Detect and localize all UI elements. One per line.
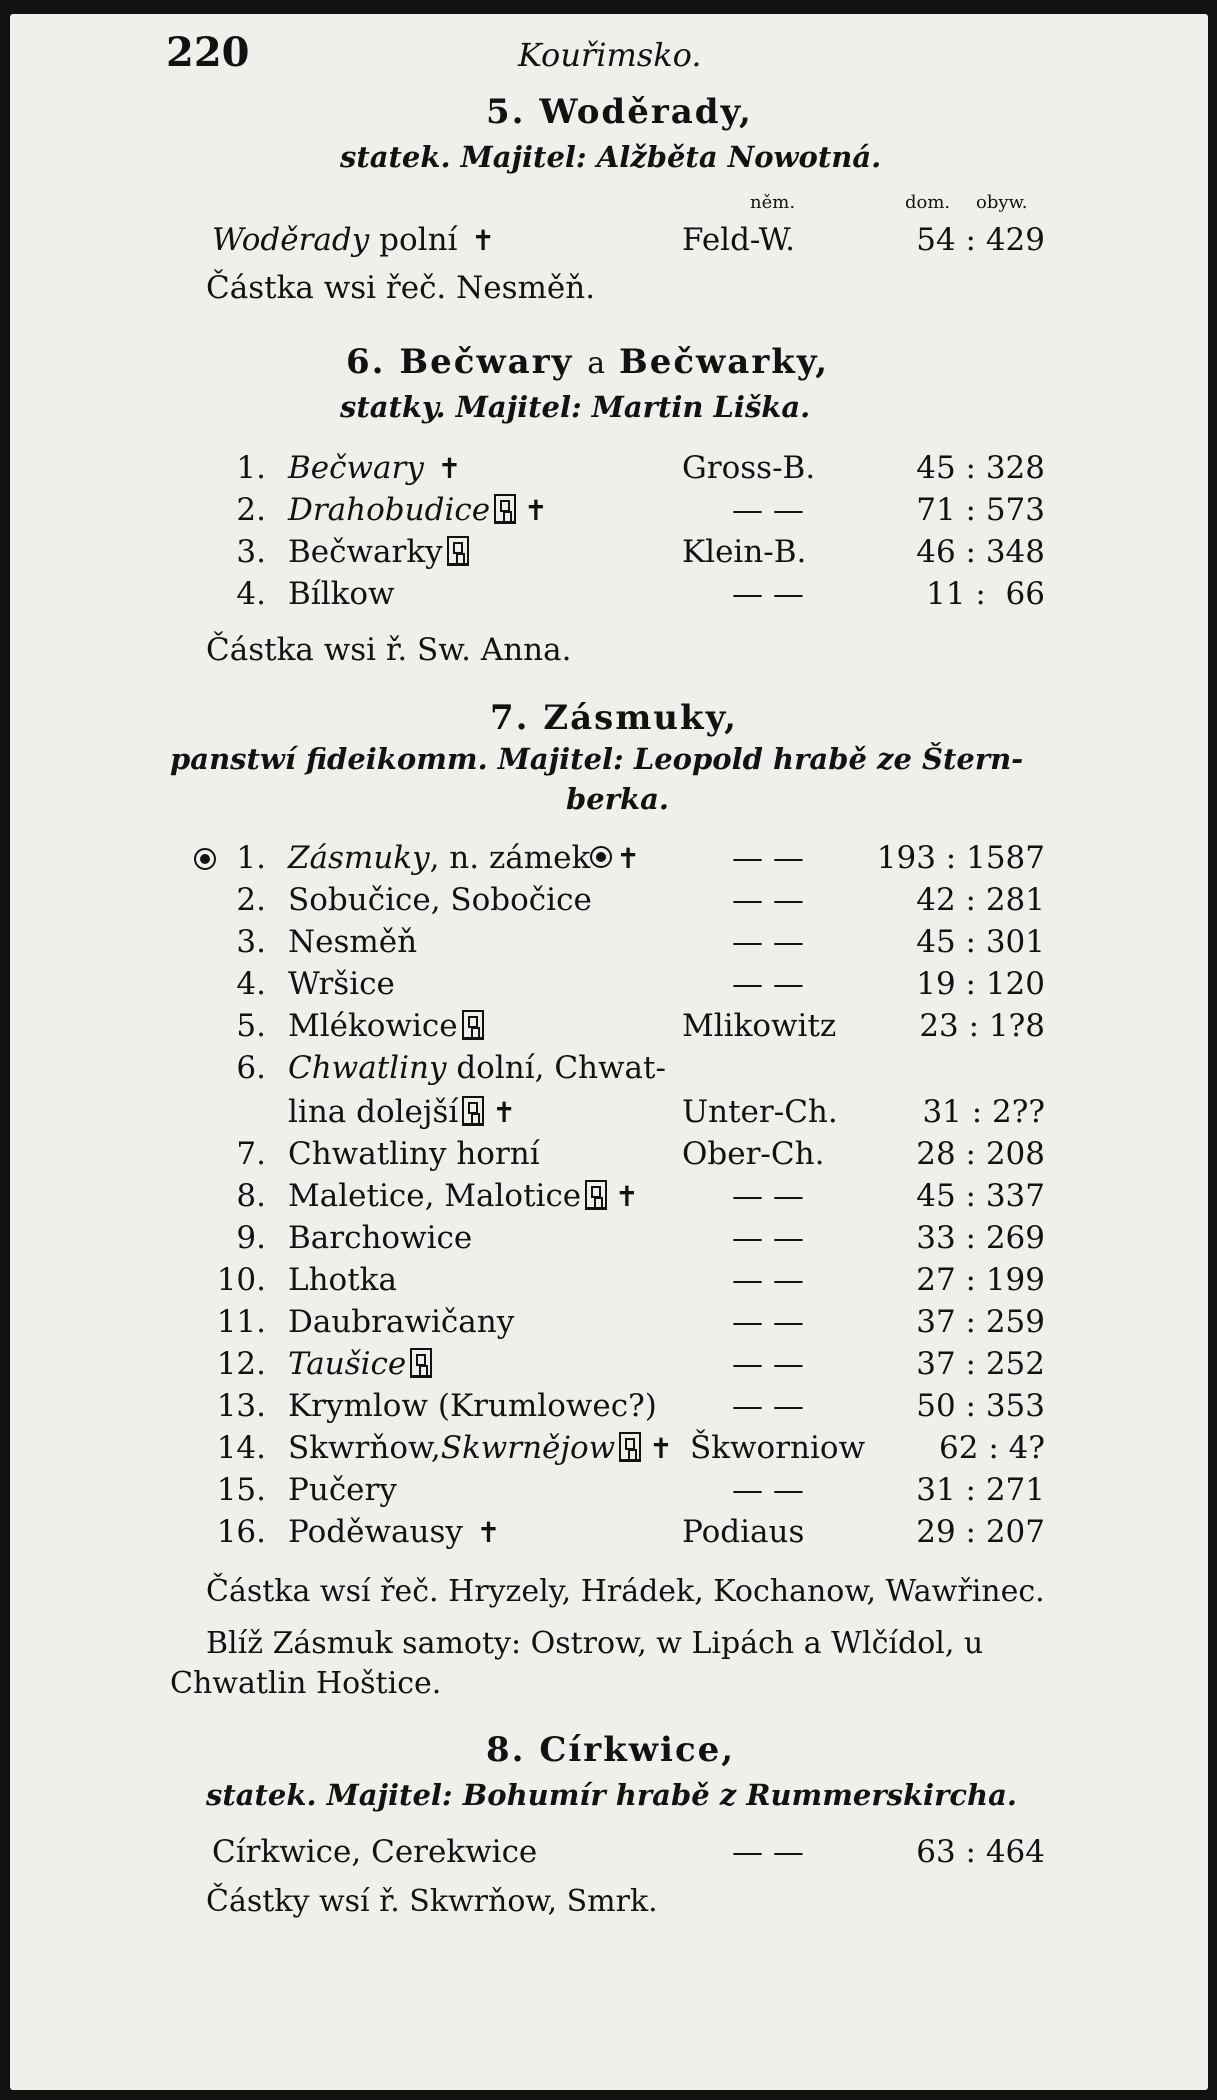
german-name: — — bbox=[732, 1472, 804, 1508]
german-name: Feld-W. bbox=[682, 222, 795, 258]
cross-icon: ✝ bbox=[476, 1516, 501, 1549]
list-item: Daubrawičany bbox=[288, 1304, 515, 1340]
list-item-continuation: lina dolejší ✝ bbox=[288, 1094, 516, 1130]
section-note: Částka wsi řeč. Nesměň. bbox=[206, 270, 596, 306]
residence-icon bbox=[590, 846, 612, 868]
population: 29 : 207 bbox=[916, 1514, 1045, 1550]
population: 37 : 252 bbox=[916, 1346, 1045, 1382]
population: 63 : 464 bbox=[916, 1834, 1045, 1870]
list-item: Skwrňow,Skwrnějow ✝ bbox=[288, 1430, 673, 1466]
population: 46 : 348 bbox=[916, 534, 1045, 570]
entry-number: 10. bbox=[216, 1262, 266, 1298]
german-name: — — bbox=[732, 1304, 804, 1340]
list-item: Taušice bbox=[288, 1346, 436, 1382]
section-heading: 8. Církwice, bbox=[486, 1730, 736, 1770]
list-item: Zásmuky, n. zámek ✝ bbox=[288, 840, 640, 876]
german-name: — — bbox=[732, 1220, 804, 1256]
castle-icon bbox=[410, 1348, 432, 1378]
german-name: — — bbox=[732, 1262, 804, 1298]
cross-icon: ✝ bbox=[524, 494, 548, 527]
list-item: Chwatliny horní bbox=[288, 1136, 540, 1172]
german-name: — — bbox=[732, 1388, 804, 1424]
castle-icon bbox=[447, 536, 469, 566]
german-name: Podiaus bbox=[682, 1514, 805, 1550]
page-number: 220 bbox=[166, 29, 250, 76]
running-title: Kouřimsko. bbox=[518, 36, 702, 74]
list-item: Bečwarky bbox=[288, 534, 473, 570]
castle-icon bbox=[494, 494, 516, 524]
list-item bbox=[212, 222, 495, 258]
entry-number: 11. bbox=[216, 1304, 266, 1340]
section-note: Částky wsí ř. Skwrňow, Smrk. bbox=[206, 1884, 658, 1919]
castle-icon bbox=[462, 1010, 484, 1040]
section-subtitle: panstwí fideikomm. Majitel: Leopold hrabě ze Štern- bbox=[170, 742, 1024, 776]
entry-number: 2. bbox=[236, 882, 266, 918]
section-note: Chwatlin Hoštice. bbox=[170, 1666, 442, 1701]
list-item: Bečwary ✝ bbox=[288, 450, 462, 486]
entry-number: 4. bbox=[236, 576, 266, 612]
section-subtitle-cont: berka. bbox=[566, 782, 669, 816]
german-name: Unter-Ch. bbox=[682, 1094, 838, 1130]
entry-number: 3. bbox=[236, 924, 266, 960]
german-name: — — bbox=[732, 966, 804, 1002]
section-subtitle: statek. Majitel: Bohumír hrabě z Rummerskircha. bbox=[206, 1778, 1017, 1812]
cross-icon: ✝ bbox=[649, 1432, 673, 1465]
castle-icon bbox=[619, 1432, 641, 1462]
german-name: — — bbox=[732, 1834, 804, 1870]
list-item: Krymlow (Krumlowec?) bbox=[288, 1388, 657, 1424]
entry-number: 5. bbox=[236, 1008, 266, 1044]
list-item: Lhotka bbox=[288, 1262, 397, 1298]
german-name: — — bbox=[732, 882, 804, 918]
german-name: — — bbox=[732, 492, 804, 528]
list-item: Církwice, Cerekwice bbox=[212, 1834, 538, 1870]
population: 37 : 259 bbox=[916, 1304, 1045, 1340]
list-item: Wršice bbox=[288, 966, 395, 1002]
list-item: Chwatliny dolní, Chwat- bbox=[288, 1050, 666, 1086]
section-heading: 5. Woděrady, bbox=[486, 92, 753, 132]
list-item: Maletice, Malotice ✝ bbox=[288, 1178, 639, 1214]
population: 28 : 208 bbox=[916, 1136, 1045, 1172]
german-name: Gross-B. bbox=[682, 450, 816, 486]
list-item: Bílkow bbox=[288, 576, 395, 612]
population: 50 : 353 bbox=[916, 1388, 1045, 1424]
population: 193 : 1587 bbox=[876, 840, 1045, 876]
population: 11 : 66 bbox=[926, 576, 1045, 612]
population: 71 : 573 bbox=[916, 492, 1045, 528]
entry-number: 4. bbox=[236, 966, 266, 1002]
entry-number: 9. bbox=[236, 1220, 266, 1256]
cross-icon: ✝ bbox=[615, 1180, 639, 1213]
population: 45 : 328 bbox=[916, 450, 1045, 486]
section-heading: 7. Zásmuky, bbox=[490, 698, 738, 738]
section-subtitle: statky. Majitel: Martin Liška. bbox=[340, 390, 811, 424]
entry-number: 12. bbox=[216, 1346, 266, 1382]
section-note: Blíž Zásmuk samoty: Ostrow, w Lipách a Wlčídol, u bbox=[206, 1626, 984, 1661]
population: 27 : 199 bbox=[916, 1262, 1045, 1298]
cross-icon: ✝ bbox=[492, 1096, 516, 1129]
page bbox=[10, 14, 1208, 2090]
german-name: Ober-Ch. bbox=[682, 1136, 825, 1172]
column-header-houses: dom. bbox=[905, 192, 951, 213]
section-heading: 6. Bečwary a Bečwarky, bbox=[346, 342, 830, 382]
entry-number: 13. bbox=[216, 1388, 266, 1424]
german-name: Škworniow bbox=[690, 1430, 866, 1466]
population: 23 : 1?8 bbox=[919, 1008, 1045, 1044]
entry-number: 8. bbox=[236, 1178, 266, 1214]
place-name: Woděrady bbox=[212, 222, 370, 258]
population: 45 : 301 bbox=[916, 924, 1045, 960]
population: 19 : 120 bbox=[916, 966, 1045, 1002]
german-name: — — bbox=[732, 840, 804, 876]
population: 54 : 429 bbox=[916, 222, 1045, 258]
german-name: — — bbox=[732, 924, 804, 960]
section-note: Částka wsi ř. Sw. Anna. bbox=[206, 632, 572, 668]
column-header-german: něm. bbox=[750, 192, 796, 213]
list-item: Pučery bbox=[288, 1472, 397, 1508]
residence-icon bbox=[194, 848, 216, 874]
column-header-inhabitants: obyw. bbox=[976, 192, 1028, 213]
entry-number: 14. bbox=[216, 1430, 266, 1466]
list-item: Barchowice bbox=[288, 1220, 473, 1256]
population: 62 : 4? bbox=[939, 1430, 1045, 1466]
list-item: Sobučice, Sobočice bbox=[288, 882, 592, 918]
section-note: Částka wsí řeč. Hryzely, Hrádek, Kochanow, Wawřinec. bbox=[206, 1574, 1045, 1609]
german-name: Mlikowitz bbox=[682, 1008, 837, 1044]
population: 42 : 281 bbox=[916, 882, 1045, 918]
list-item: Nesměň bbox=[288, 924, 418, 960]
german-name: — — bbox=[732, 1178, 804, 1214]
list-item: Mlékowice bbox=[288, 1008, 488, 1044]
entry-number: 6. bbox=[236, 1050, 266, 1086]
section-subtitle: statek. Majitel: Alžběta Nowotná. bbox=[340, 140, 882, 174]
cross-icon: ✝ bbox=[437, 452, 462, 485]
population: 31 : 271 bbox=[916, 1472, 1045, 1508]
place-qualifier: polní bbox=[379, 222, 458, 258]
entry-number: 15. bbox=[216, 1472, 266, 1508]
german-name: — — bbox=[732, 576, 804, 612]
population: 33 : 269 bbox=[916, 1220, 1045, 1256]
cross-icon: ✝ bbox=[616, 842, 640, 875]
list-item: Drahobudice ✝ bbox=[288, 492, 548, 528]
castle-icon bbox=[462, 1096, 484, 1126]
entry-number: 3. bbox=[236, 534, 266, 570]
entry-number: 16. bbox=[216, 1514, 266, 1550]
population: 45 : 337 bbox=[916, 1178, 1045, 1214]
entry-number: 1. bbox=[236, 450, 266, 486]
entry-number: 7. bbox=[236, 1136, 266, 1172]
german-name: Klein-B. bbox=[682, 534, 807, 570]
german-name: — — bbox=[732, 1346, 804, 1382]
entry-number: 2. bbox=[236, 492, 266, 528]
castle-icon bbox=[585, 1180, 607, 1210]
list-item: Poděwausy ✝ bbox=[288, 1514, 501, 1550]
entry-number: 1. bbox=[236, 840, 266, 876]
cross-icon: ✝ bbox=[471, 224, 495, 257]
population: 31 : 2?? bbox=[922, 1094, 1045, 1130]
